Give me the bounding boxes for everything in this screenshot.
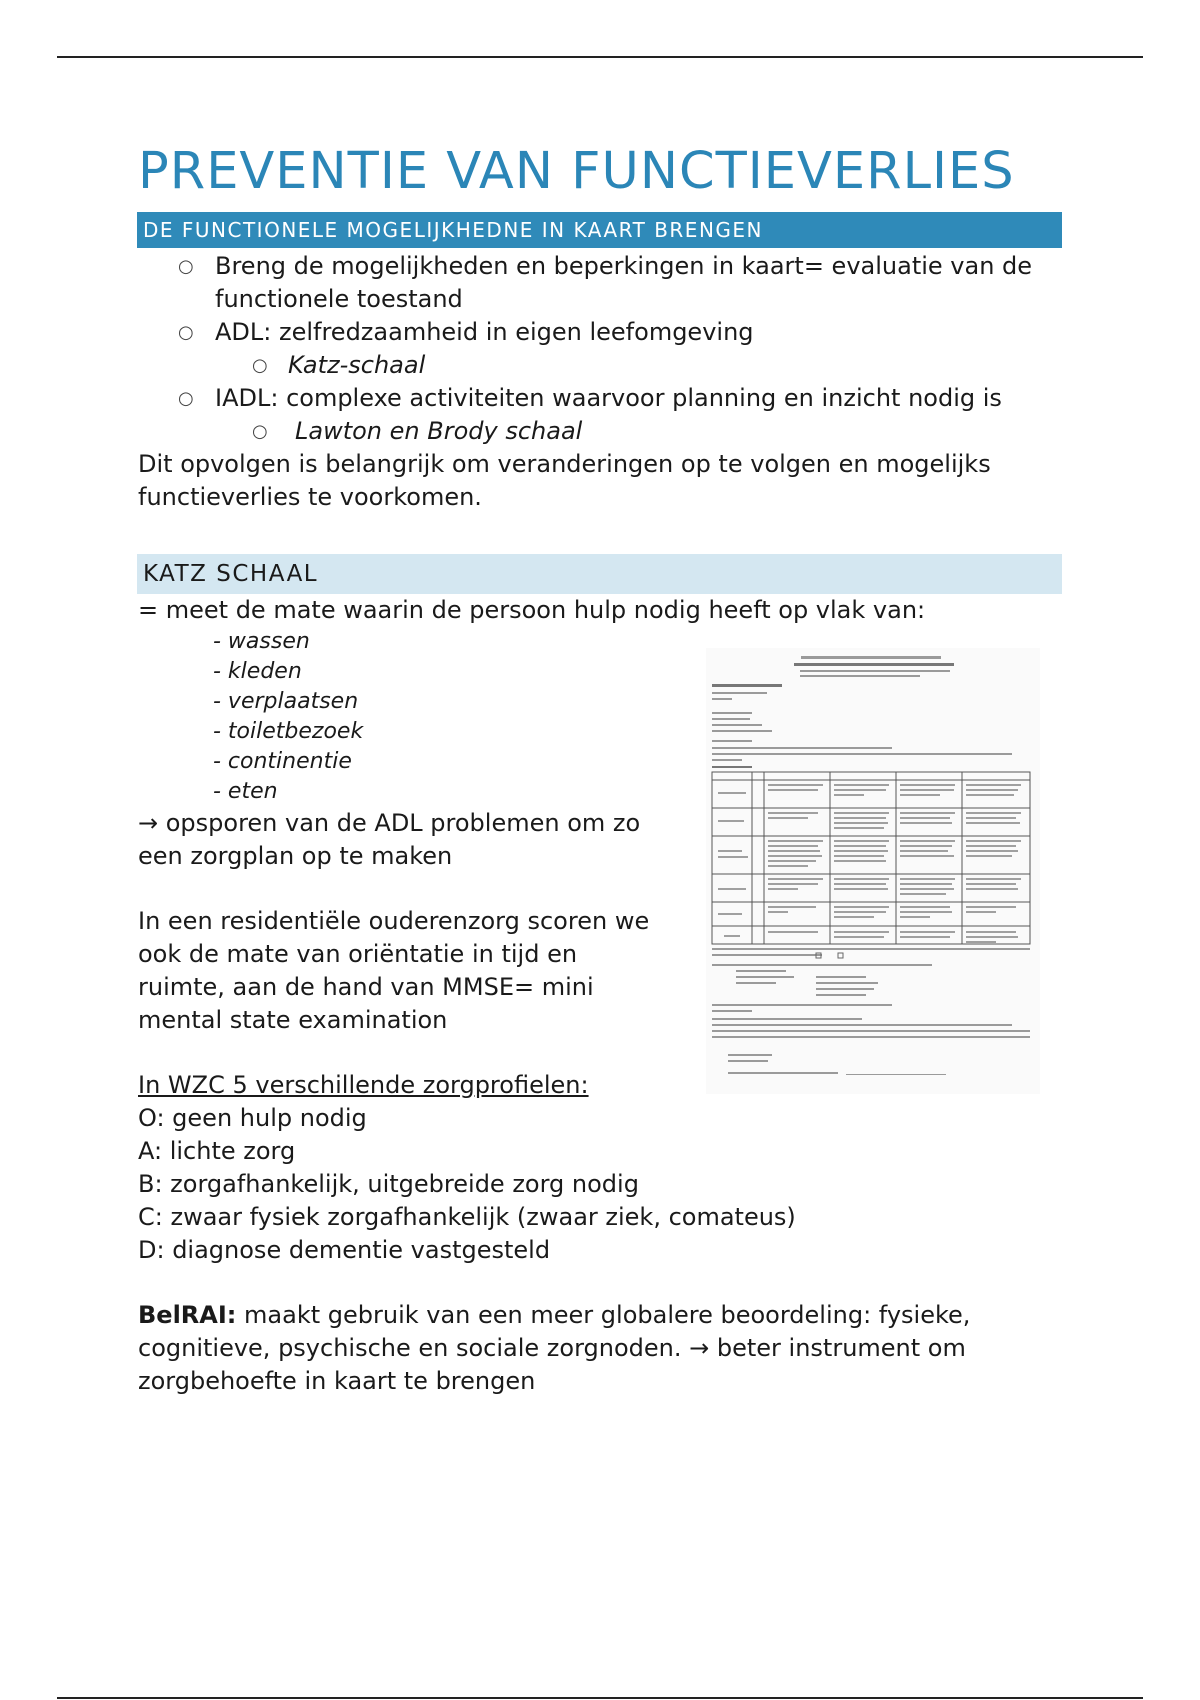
katz-form-scan-drawing: [706, 648, 1040, 1094]
belrai-label: BelRAI:: [138, 1301, 237, 1329]
belrai-paragraph: BelRAI: maakt gebruik van een meer globalere beoordeling: fysieke, cognitieve, psychische en sociale zorgnoden. → beter instrument om zorgbehoefte in kaart te brengen: [138, 1301, 971, 1395]
sub-list-item: ○ Katz-schaal: [138, 349, 1062, 382]
section-heading-katz: KATZ SCHAAL: [137, 554, 1062, 594]
bottom-rule: [57, 1697, 1143, 1699]
circle-bullet-icon: ○: [178, 256, 194, 277]
functional-list: [138, 250, 1062, 448]
katz-form-scan-image: [706, 648, 1040, 1094]
profile-item: O: geen hulp nodig: [138, 1104, 367, 1132]
list-item: - wassen: [213, 629, 310, 654]
list-item: - verplaatsen: [213, 689, 359, 714]
profile-item: D: diagnose dementie vastgesteld: [138, 1236, 551, 1264]
list-item: - continentie: [213, 749, 352, 774]
circle-bullet-icon: ○: [252, 421, 268, 442]
list-item: ○ IADL: complexe activiteiten waarvoor planning en inzicht nodig is: [138, 382, 1062, 415]
circle-bullet-icon: ○: [178, 322, 194, 343]
circle-bullet-icon: ○: [178, 388, 194, 409]
profiles-heading: In WZC 5 verschillende zorgprofielen:: [138, 1071, 589, 1099]
list-item: - eten: [213, 779, 278, 804]
list-item: ○ ADL: zelfredzaamheid in eigen leefomgeving: [138, 316, 1062, 349]
profile-item: C: zwaar fysiek zorgafhankelijk (zwaar ziek, comateus): [138, 1203, 796, 1231]
adl-arrow-text: → opsporen van de ADL problemen om zo een zorgplan op te maken: [138, 809, 641, 870]
section-heading-functional: DE FUNCTIONELE MOGELIJKHEDNE IN KAART BRENGEN: [137, 212, 1062, 248]
katz-intro: = meet de mate waarin de persoon hulp nodig heeft op vlak van:: [138, 596, 926, 624]
page-title: PREVENTIE VAN FUNCTIEVERLIES: [138, 142, 1015, 201]
list-item: - toiletbezoek: [213, 719, 364, 744]
circle-bullet-icon: ○: [252, 355, 268, 376]
profile-item: A: lichte zorg: [138, 1137, 296, 1165]
list-item: ○ Breng de mogelijkheden en beperkingen in kaart= evaluatie van de functionele toestand: [178, 252, 1033, 313]
top-rule: [57, 56, 1143, 58]
sub-list-item: ○ Lawton en Brody schaal: [138, 415, 1062, 448]
residential-paragraph: In een residentiële ouderenzorg scoren we ook de mate van oriëntatie in tijd en ruimte, aan de hand van MMSE= mini mental state examination: [138, 907, 650, 1034]
paragraph: Dit opvolgen is belangrijk om veranderingen op te volgen en mogelijks functieverlies te voorkomen.: [138, 450, 991, 511]
profile-item: B: zorgafhankelijk, uitgebreide zorg nodig: [138, 1170, 639, 1198]
list-item: - kleden: [213, 659, 302, 684]
